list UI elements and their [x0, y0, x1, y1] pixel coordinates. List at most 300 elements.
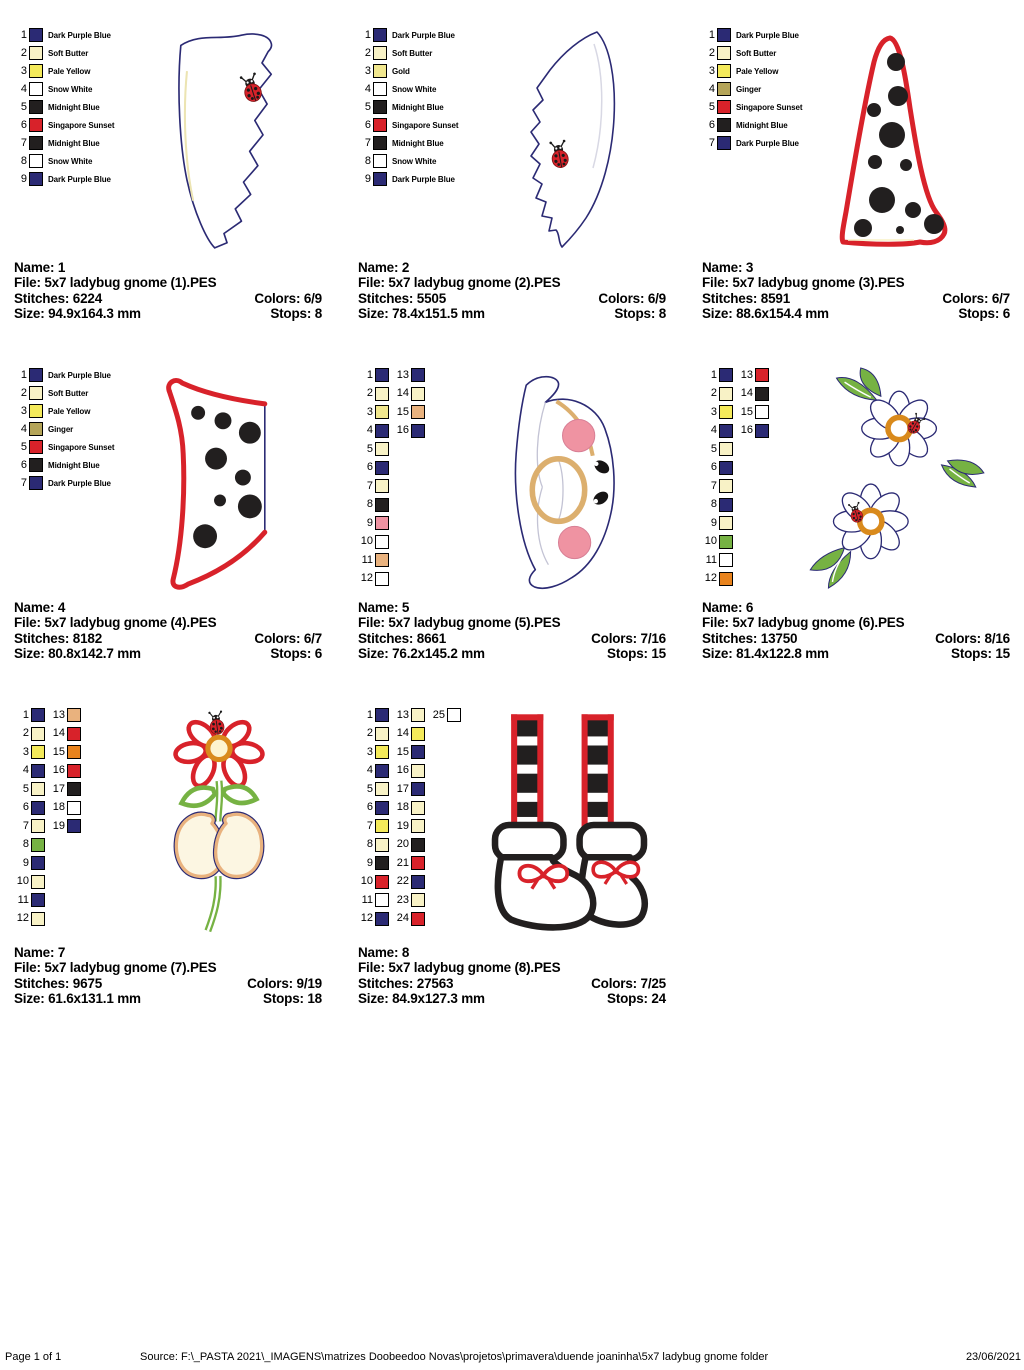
- design-name: Name: 5: [358, 600, 410, 615]
- palette-number: 1: [366, 708, 373, 721]
- color-swatch: [411, 782, 425, 796]
- color-swatch: [375, 764, 389, 778]
- palette-number: 3: [710, 405, 717, 418]
- palette-number: 10: [16, 875, 29, 887]
- color-swatch: [29, 28, 43, 42]
- palette-number: 9: [22, 856, 29, 869]
- palette-entry: [356, 477, 389, 495]
- palette-number: 2: [366, 727, 373, 739]
- palette-entry: [356, 62, 458, 80]
- color-swatch: [375, 856, 389, 870]
- palette-entry: [356, 440, 389, 458]
- palette-entry: [392, 403, 425, 421]
- palette-number: 7: [364, 136, 371, 149]
- palette-number: 4: [364, 82, 371, 95]
- color-swatch: [375, 819, 389, 833]
- design-artwork-wing-left: [506, 28, 624, 250]
- color-swatch: [717, 118, 731, 132]
- palette-number: 14: [396, 387, 409, 399]
- daisy-1: [862, 391, 937, 466]
- palette-entry: [392, 385, 425, 403]
- design-info: [14, 945, 322, 1007]
- design-stops: Stops: 6: [958, 306, 1010, 322]
- palette-number: 6: [364, 118, 371, 131]
- color-swatch: [755, 387, 769, 401]
- palette-number: 4: [708, 82, 715, 95]
- palette-entry: [428, 706, 461, 724]
- palette-entry: [356, 817, 389, 835]
- design-size: Size: 80.8x142.7 mm: [14, 646, 141, 662]
- color-swatch: [717, 82, 731, 96]
- color-swatch: [719, 553, 733, 567]
- palette-number: 24: [396, 912, 409, 924]
- design-name: Name: 8: [358, 945, 410, 960]
- palette-number: 19: [52, 819, 65, 832]
- design-stitches: Stitches: 8661: [358, 630, 447, 646]
- palette-number: 8: [364, 154, 371, 167]
- design-name: Name: 2: [358, 260, 410, 275]
- design-file: File: 5x7 ladybug gnome (3).PES: [702, 275, 905, 291]
- design-name: Name: 4: [14, 600, 66, 615]
- design-info: [14, 600, 322, 662]
- color-name: Snow White: [48, 156, 93, 166]
- color-swatch: [375, 782, 389, 796]
- palette-entry: [700, 98, 802, 116]
- color-name: Snow White: [392, 156, 437, 166]
- palette-number: 1: [20, 28, 27, 41]
- palette-entry: [392, 725, 425, 743]
- palette-entry: [392, 780, 425, 798]
- color-swatch: [373, 82, 387, 96]
- palette-entry: [12, 456, 114, 474]
- design-stops: Stops: 15: [951, 646, 1010, 662]
- palette-number: 6: [708, 118, 715, 131]
- palette-number: 16: [396, 764, 409, 776]
- palette-number: 10: [360, 535, 373, 547]
- color-swatch: [411, 912, 425, 926]
- color-name: Dark Purple Blue: [48, 478, 111, 488]
- design-colors: Colors: 6/7: [254, 630, 322, 646]
- design-name: Name: 3: [702, 260, 754, 275]
- palette-number: 18: [52, 801, 65, 813]
- palette-number: 14: [52, 727, 65, 739]
- palette-number: 7: [20, 476, 27, 489]
- color-swatch: [755, 405, 769, 419]
- palette-entry: [392, 743, 425, 761]
- palette-entry: [356, 403, 389, 421]
- palette-number: 3: [20, 64, 27, 77]
- palette-entry: [356, 743, 389, 761]
- color-swatch: [29, 458, 43, 472]
- palette-entry: [392, 762, 425, 780]
- color-swatch: [719, 516, 733, 530]
- palette-entry: [356, 80, 458, 98]
- color-name: Midnight Blue: [392, 102, 444, 112]
- color-name: Singapore Sunset: [48, 442, 115, 452]
- color-swatch: [717, 136, 731, 150]
- palette-entry: [12, 402, 114, 420]
- design-artwork-boots: [491, 710, 647, 938]
- color-name: Snow White: [392, 84, 437, 94]
- palette-entry: [700, 459, 733, 477]
- palette-entry: [356, 836, 389, 854]
- palette-number: 20: [396, 838, 409, 850]
- palette-entry: [12, 438, 114, 456]
- palette-number: 7: [366, 479, 373, 492]
- palette-number: 5: [708, 100, 715, 113]
- palette-number: 3: [20, 404, 27, 417]
- palette-entry: [12, 116, 114, 134]
- palette-entry: [392, 891, 425, 909]
- palette-number: 2: [20, 46, 27, 59]
- palette-entry: [48, 762, 81, 780]
- design-cell-7: [8, 700, 322, 1012]
- color-swatch: [31, 801, 45, 815]
- design-artwork-beard-right: [163, 28, 287, 252]
- palette-entry: [392, 854, 425, 872]
- color-swatch: [31, 764, 45, 778]
- color-swatch: [31, 819, 45, 833]
- design-name: Name: 6: [702, 600, 754, 615]
- color-swatch: [67, 801, 81, 815]
- palette-entry: [356, 873, 389, 891]
- design-size: Size: 78.4x151.5 mm: [358, 306, 485, 322]
- design-colors: Colors: 6/7: [942, 290, 1010, 306]
- color-name: Pale Yellow: [736, 66, 779, 76]
- palette-entry: [700, 477, 733, 495]
- palette-entry: [736, 385, 769, 403]
- color-swatch: [411, 875, 425, 889]
- color-swatch: [375, 912, 389, 926]
- design-stops: Stops: 6: [270, 646, 322, 662]
- palette-number: 2: [366, 387, 373, 399]
- footer-date: 23/06/2021: [965, 1351, 1021, 1363]
- color-swatch: [67, 764, 81, 778]
- palette-entry: [356, 551, 389, 569]
- design-size: Size: 84.9x127.3 mm: [358, 991, 485, 1007]
- color-swatch: [719, 387, 733, 401]
- palette-number: 17: [396, 782, 409, 795]
- color-name: Midnight Blue: [48, 102, 100, 112]
- palette-number: 17: [52, 782, 65, 795]
- design-file: File: 5x7 ladybug gnome (1).PES: [14, 275, 217, 291]
- color-name: Midnight Blue: [736, 120, 788, 130]
- color-swatch: [67, 727, 81, 741]
- color-swatch: [29, 172, 43, 186]
- design-cell-5: [352, 360, 666, 672]
- color-swatch: [29, 64, 43, 78]
- palette-number: 1: [710, 368, 717, 381]
- palette-entry: [356, 422, 389, 440]
- palette-number: 5: [366, 782, 373, 795]
- design-colors: Colors: 8/16: [935, 630, 1010, 646]
- color-swatch: [29, 368, 43, 382]
- palette-number: 12: [360, 572, 373, 584]
- palette-entry: [12, 725, 45, 743]
- palette-number: 2: [708, 46, 715, 59]
- design-stitches: Stitches: 13750: [702, 630, 798, 646]
- palette-entry: [12, 62, 114, 80]
- palette-number: 8: [710, 498, 717, 510]
- color-name: Dark Purple Blue: [736, 138, 799, 148]
- design-stitches: Stitches: 8591: [702, 290, 791, 306]
- palette-number: 25: [432, 708, 445, 721]
- color-swatch: [373, 118, 387, 132]
- color-legend: [12, 706, 81, 928]
- design-size: Size: 94.9x164.3 mm: [14, 306, 141, 322]
- palette-number: 5: [364, 100, 371, 113]
- palette-number: 18: [396, 801, 409, 813]
- design-info: [358, 260, 666, 322]
- design-size: Size: 76.2x145.2 mm: [358, 646, 485, 662]
- color-name: Midnight Blue: [392, 138, 444, 148]
- color-swatch: [375, 893, 389, 907]
- palette-number: 4: [20, 422, 27, 435]
- palette-entry: [12, 474, 114, 492]
- color-swatch: [411, 764, 425, 778]
- palette-entry: [12, 910, 45, 928]
- palette-number: 9: [366, 856, 373, 869]
- design-size: Size: 61.6x131.1 mm: [14, 991, 141, 1007]
- color-swatch: [31, 912, 45, 926]
- palette-entry: [12, 170, 114, 188]
- palette-number: 12: [704, 572, 717, 584]
- palette-number: 3: [366, 405, 373, 418]
- color-swatch: [411, 368, 425, 382]
- palette-number: 7: [22, 819, 29, 832]
- palette-entry: [700, 496, 733, 514]
- color-swatch: [31, 727, 45, 741]
- palette-entry: [392, 873, 425, 891]
- palette-number: 1: [364, 28, 371, 41]
- color-swatch: [29, 46, 43, 60]
- palette-entry: [356, 366, 389, 384]
- color-name: Midnight Blue: [48, 138, 100, 148]
- palette-entry: [12, 743, 45, 761]
- color-name: Pale Yellow: [48, 406, 91, 416]
- color-name: Midnight Blue: [48, 460, 100, 470]
- design-info: [702, 600, 1010, 662]
- palette-number: 9: [364, 172, 371, 185]
- palette-entry: [700, 403, 733, 421]
- color-name: Dark Purple Blue: [392, 30, 455, 40]
- daisy-2: [833, 484, 908, 559]
- palette-entry: [700, 26, 802, 44]
- palette-number: 11: [705, 553, 717, 566]
- footer-page-number: Page 1 of 1: [5, 1351, 62, 1363]
- palette-entry: [12, 80, 114, 98]
- color-swatch: [719, 442, 733, 456]
- color-swatch: [375, 535, 389, 549]
- color-swatch: [375, 553, 389, 567]
- palette-number: 5: [366, 442, 373, 455]
- color-name: Ginger: [736, 84, 762, 94]
- palette-entry: [48, 817, 81, 835]
- color-swatch: [31, 893, 45, 907]
- design-cell-2: [352, 20, 666, 332]
- palette-number: 11: [17, 893, 29, 906]
- design-info: [358, 945, 666, 1007]
- palette-number: 14: [396, 727, 409, 739]
- palette-entry: [700, 570, 733, 588]
- color-swatch: [29, 100, 43, 114]
- design-colors: Colors: 7/25: [591, 975, 666, 991]
- palette-entry: [356, 910, 389, 928]
- color-name: Singapore Sunset: [736, 102, 803, 112]
- palette-entry: [356, 152, 458, 170]
- design-file: File: 5x7 ladybug gnome (7).PES: [14, 960, 217, 976]
- palette-entry: [356, 116, 458, 134]
- color-swatch: [29, 154, 43, 168]
- palette-number: 10: [360, 875, 373, 887]
- color-name: Dark Purple Blue: [48, 370, 111, 380]
- color-name: Ginger: [48, 424, 74, 434]
- color-swatch: [719, 498, 733, 512]
- palette-entry: [700, 44, 802, 62]
- palette-number: 15: [396, 745, 409, 758]
- color-swatch: [29, 422, 43, 436]
- design-cell-3: [696, 20, 1010, 332]
- palette-number: 5: [710, 442, 717, 455]
- palette-entry: [392, 836, 425, 854]
- design-file: File: 5x7 ladybug gnome (8).PES: [358, 960, 561, 976]
- palette-entry: [356, 762, 389, 780]
- palette-entry: [356, 459, 389, 477]
- color-legend: [356, 26, 458, 188]
- palette-entry: [736, 422, 769, 440]
- color-legend: [356, 366, 425, 588]
- palette-number: 1: [20, 368, 27, 381]
- color-swatch: [375, 442, 389, 456]
- design-artwork-hat-brim: [158, 376, 288, 590]
- palette-number: 6: [710, 461, 717, 473]
- color-swatch: [719, 424, 733, 438]
- color-swatch: [375, 745, 389, 759]
- palette-entry: [392, 706, 425, 724]
- palette-entry: [12, 762, 45, 780]
- color-swatch: [375, 516, 389, 530]
- color-swatch: [31, 856, 45, 870]
- palette-number: 22: [396, 875, 409, 887]
- design-file: File: 5x7 ladybug gnome (2).PES: [358, 275, 561, 291]
- design-stops: Stops: 15: [607, 646, 666, 662]
- color-swatch: [29, 404, 43, 418]
- palette-entry: [12, 134, 114, 152]
- design-stops: Stops: 24: [607, 991, 666, 1007]
- palette-number: 15: [740, 405, 753, 418]
- palette-number: 1: [366, 368, 373, 381]
- palette-entry: [12, 26, 114, 44]
- palette-entry: [700, 116, 802, 134]
- color-name: Singapore Sunset: [392, 120, 459, 130]
- palette-entry: [48, 725, 81, 743]
- color-name: Dark Purple Blue: [48, 174, 111, 184]
- palette-number: 6: [366, 801, 373, 813]
- color-swatch: [719, 461, 733, 475]
- palette-number: 5: [22, 782, 29, 795]
- color-name: Soft Butter: [736, 48, 777, 58]
- palette-entry: [356, 891, 389, 909]
- palette-entry: [356, 706, 389, 724]
- design-artwork-gnome-face: [498, 371, 624, 593]
- palette-entry: [12, 366, 114, 384]
- color-swatch: [411, 838, 425, 852]
- color-swatch: [717, 100, 731, 114]
- palette-entry: [356, 385, 389, 403]
- design-info: [14, 260, 322, 322]
- design-stops: Stops: 8: [614, 306, 666, 322]
- palette-number: 10: [704, 535, 717, 547]
- color-swatch: [31, 875, 45, 889]
- color-swatch: [29, 440, 43, 454]
- design-stitches: Stitches: 9675: [14, 975, 103, 991]
- palette-number: 3: [22, 745, 29, 758]
- color-swatch: [29, 118, 43, 132]
- palette-number: 5: [20, 100, 27, 113]
- color-swatch: [29, 82, 43, 96]
- color-swatch: [375, 498, 389, 512]
- palette-number: 15: [396, 405, 409, 418]
- color-swatch: [31, 708, 45, 722]
- color-name: Snow White: [48, 84, 93, 94]
- design-size: Size: 88.6x154.4 mm: [702, 306, 829, 322]
- palette-number: 6: [366, 461, 373, 473]
- color-swatch: [719, 572, 733, 586]
- palette-entry: [12, 799, 45, 817]
- design-stitches: Stitches: 8182: [14, 630, 103, 646]
- striped-leg-right: [582, 714, 614, 831]
- palette-entry: [48, 799, 81, 817]
- palette-number: 6: [20, 458, 27, 471]
- color-swatch: [447, 708, 461, 722]
- palette-number: 4: [366, 764, 373, 776]
- color-swatch: [717, 46, 731, 60]
- palette-entry: [700, 440, 733, 458]
- color-swatch: [373, 136, 387, 150]
- color-swatch: [375, 572, 389, 586]
- color-swatch: [373, 64, 387, 78]
- palette-entry: [356, 134, 458, 152]
- palette-number: 4: [20, 82, 27, 95]
- palette-entry: [12, 836, 45, 854]
- palette-number: 23: [396, 893, 409, 906]
- palette-entry: [12, 152, 114, 170]
- palette-number: 1: [708, 28, 715, 41]
- palette-entry: [12, 384, 114, 402]
- color-swatch: [375, 838, 389, 852]
- palette-number: 8: [20, 154, 27, 167]
- palette-number: 4: [710, 424, 717, 436]
- color-swatch: [375, 387, 389, 401]
- design-cell-4: [8, 360, 322, 672]
- color-swatch: [375, 479, 389, 493]
- palette-entry: [356, 725, 389, 743]
- color-swatch: [719, 479, 733, 493]
- design-stops: Stops: 8: [270, 306, 322, 322]
- color-name: Gold: [392, 66, 410, 76]
- color-name: Soft Butter: [48, 388, 89, 398]
- palette-entry: [356, 570, 389, 588]
- palette-number: 2: [710, 387, 717, 399]
- color-swatch: [31, 782, 45, 796]
- color-swatch: [719, 535, 733, 549]
- color-swatch: [31, 838, 45, 852]
- palette-entry: [356, 514, 389, 532]
- color-swatch: [411, 856, 425, 870]
- palette-number: 8: [366, 498, 373, 510]
- palette-number: 13: [396, 368, 409, 381]
- design-cell-1: [8, 20, 322, 332]
